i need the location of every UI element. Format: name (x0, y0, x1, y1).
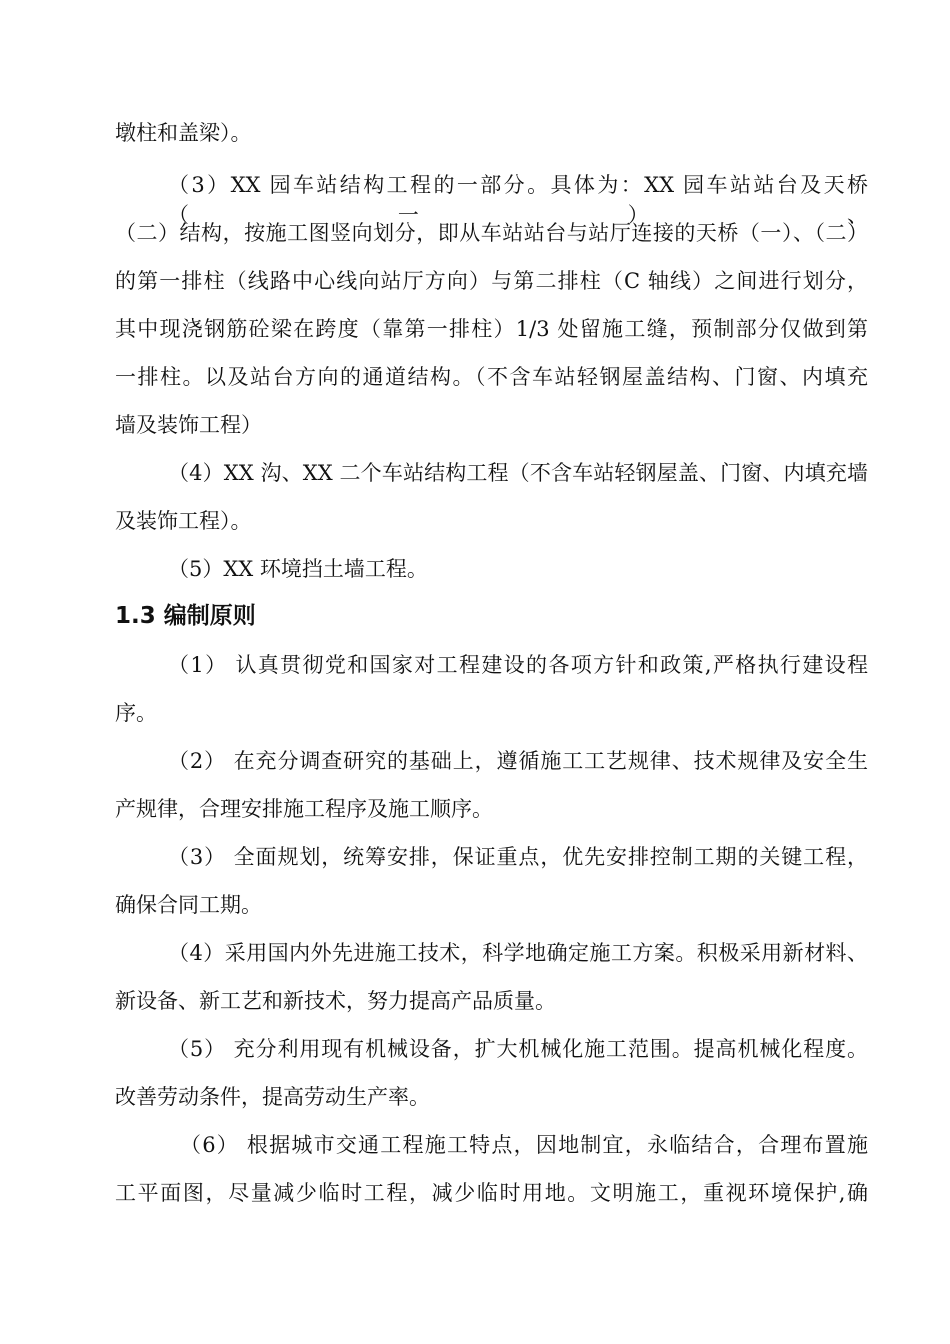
paragraph-line: 产规律，合理安排施工程序及施工顺序。 (115, 797, 493, 821)
paragraph-line: 工平面图，尽量减少临时工程，减少临时用地。文明施工，重视环境保护,确 (115, 1181, 868, 1205)
paragraph-line: 序。 (115, 701, 157, 725)
paragraph-line: （二）结构，按施工图竖向划分，即从车站站台与站厅连接的天桥（一）、（二） (115, 221, 868, 245)
paragraph-line: （2） 在充分调查研究的基础上，遵循施工工艺规律、技术规律及安全生 (168, 749, 868, 773)
paragraph-line: 墩柱和盖梁）。 (115, 121, 252, 145)
paragraph-line: 改善劳动条件，提高劳动生产率。 (115, 1085, 430, 1109)
section-heading: 1.3 编制原则 (115, 603, 256, 629)
paragraph-line: （6） 根据城市交通工程施工特点，因地制宜，永临结合，合理布置施 (180, 1133, 868, 1157)
paragraph-line: 新设备、新工艺和新技术，努力提高产品质量。 (115, 989, 556, 1013)
paragraph-line: （4）采用国内外先进施工技术，科学地确定施工方案。积极采用新材料、 (168, 941, 868, 965)
paragraph-line: 确保合同工期。 (115, 893, 262, 917)
paragraph-line: 的第一排柱（线路中心线向站厅方向）与第二排柱（C 轴线）之间进行划分， (115, 269, 868, 293)
paragraph-line: 及装饰工程）。 (115, 509, 252, 533)
paragraph-line: （3） 全面规划，统筹安排，保证重点，优先安排控制工期的关键工程， (168, 845, 868, 869)
paragraph-line: （5）XX 环境挡土墙工程。 (168, 557, 428, 581)
paragraph-line: （5） 充分利用现有机械设备，扩大机械化施工范围。提高机械化程度。 (168, 1037, 868, 1061)
paragraph-line: （1） 认真贯彻党和国家对工程建设的各项方针和政策,严格执行建设程 (168, 653, 868, 677)
paragraph-line: 墙及装饰工程） (115, 413, 262, 437)
paragraph-line: （4）XX 沟、XX 二个车站结构工程（不含车站轻钢屋盖、门窗、内填充墙 (168, 461, 868, 485)
paragraph-line: 一排柱。以及站台方向的通道结构。（不含车站轻钢屋盖结构、门窗、内填充 (115, 365, 868, 389)
paragraph-line: （3）XX 园车站结构工程的一部分。具体为：XX 园车站站台及天桥（一）、 (168, 173, 868, 227)
paragraph-line: 其中现浇钢筋砼梁在跨度（靠第一排柱）1/3 处留施工缝，预制部分仅做到第 (115, 317, 868, 341)
